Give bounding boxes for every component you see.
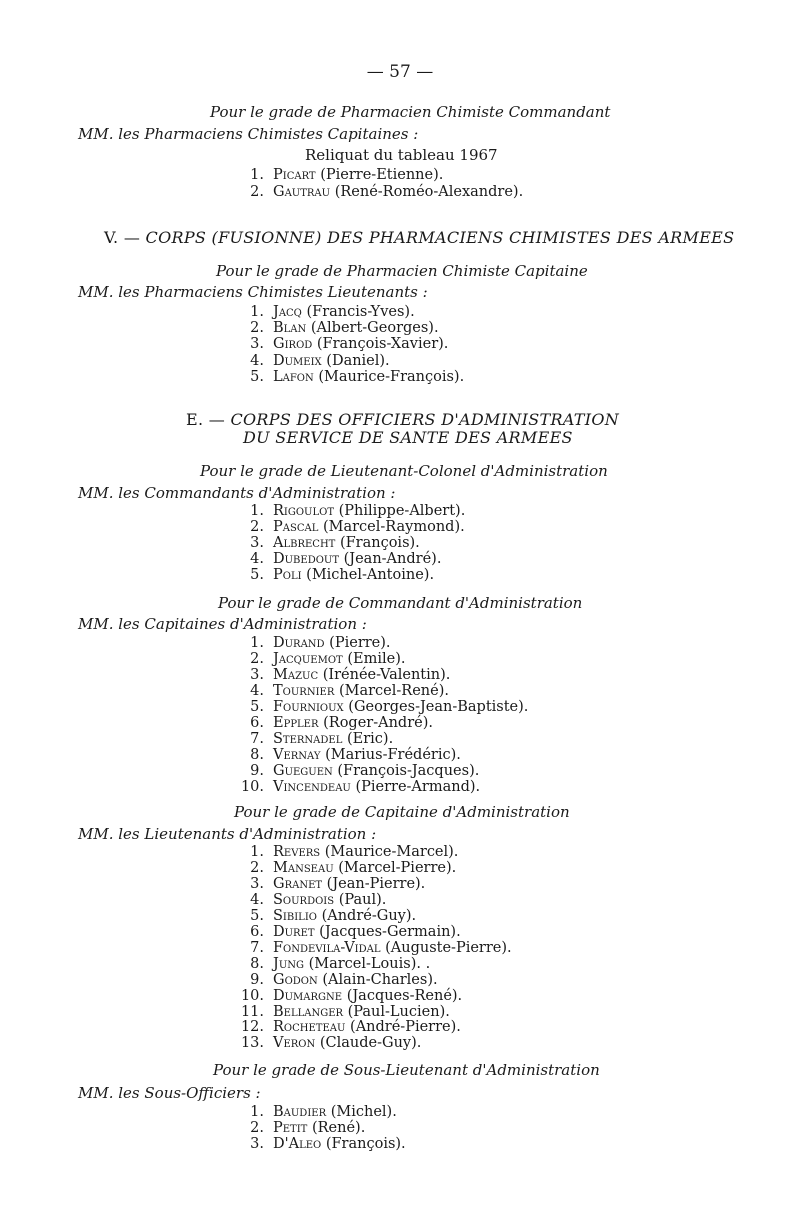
list-item (238, 876, 778, 892)
surname: Fondevila-Vidal (273, 939, 381, 956)
item-number: 4. (250, 682, 264, 699)
surname: Fournioux (273, 698, 344, 715)
item-name (273, 184, 523, 200)
given-names: (Marcel-René). (334, 682, 449, 699)
item-name (273, 1136, 406, 1152)
item-name (273, 304, 415, 320)
surname: Granet (273, 875, 323, 892)
list-item (238, 167, 778, 183)
item-number: 3. (250, 535, 264, 551)
list-item (238, 1035, 778, 1051)
item-number: 9. (250, 971, 264, 988)
given-names: (Philippe-Albert). (334, 503, 466, 519)
given-names: (Emile). (342, 650, 406, 667)
given-names: (François). (335, 535, 420, 551)
list-item (238, 519, 778, 535)
item-name (273, 635, 391, 651)
list-item (238, 635, 778, 651)
item-number: 8. (250, 955, 264, 972)
surname: Vincendeau (273, 778, 351, 795)
item-number: 12. (240, 1019, 264, 1036)
given-names: (Marius-Frédéric). (320, 746, 461, 763)
given-names: (Claude-Guy). (315, 1035, 422, 1052)
item-name (273, 551, 441, 567)
given-names: (Marcel-Raymond). (318, 519, 465, 535)
surname: Revers (273, 844, 321, 860)
given-names: (Jean-Pierre). (322, 875, 426, 892)
item-name (273, 892, 386, 908)
section-title-text: CORPS DES OFFICIERS D'ADMINISTRATION (230, 410, 620, 429)
list-item (238, 892, 778, 908)
item-name (273, 876, 425, 892)
list-item (238, 1004, 778, 1020)
item-name (273, 763, 479, 779)
item-name (273, 369, 464, 385)
section-title (186, 410, 619, 429)
item-name (273, 353, 390, 369)
item-number: 8. (250, 746, 264, 763)
given-names: (Maurice-Marcel). (320, 844, 459, 860)
given-names: (Daniel). (321, 352, 390, 369)
given-names: (François-Jacques). (332, 762, 480, 779)
surname: Blan (273, 320, 307, 337)
list-item (238, 715, 778, 731)
surname: Dumargne (273, 987, 343, 1004)
item-number: 4. (250, 352, 264, 369)
surname: Godon (273, 971, 318, 988)
item-name (273, 972, 438, 988)
list-item (238, 1120, 778, 1136)
item-number: 3. (250, 336, 264, 353)
given-names: (Maurice-François). (313, 368, 465, 385)
item-number: 6. (250, 923, 264, 940)
list-item (238, 683, 778, 699)
item-number: 2. (250, 519, 264, 535)
list-item (238, 1019, 778, 1035)
given-names: (André-Guy). (316, 907, 417, 924)
given-names: (André-Pierre). (345, 1019, 461, 1036)
surname: D'Aleo (273, 1136, 322, 1152)
item-number: 1. (250, 635, 264, 651)
item-number: 3. (250, 1136, 264, 1152)
mm-line: MM. les Pharmaciens Chimistes Lieutenants : (78, 283, 428, 301)
section-subtitle: DU SERVICE DE SANTE DES ARMEES (243, 428, 573, 447)
item-name (273, 1004, 450, 1020)
given-names: (Jean-André). (339, 551, 442, 567)
mm-line: MM. les Commandants d'Administration : (78, 484, 396, 502)
item-name (273, 683, 449, 699)
surname: Durand (273, 635, 325, 651)
item-name (273, 651, 405, 667)
surname: Sternadel (273, 730, 343, 747)
item-number: 2. (250, 183, 264, 200)
item-number: 3. (250, 666, 264, 683)
item-number: 5. (250, 567, 264, 583)
list-item (238, 908, 778, 924)
item-name (273, 731, 393, 747)
item-number: 1. (250, 167, 264, 183)
item-number: 2. (250, 859, 264, 876)
surname: Jacq (273, 304, 302, 320)
list-item (238, 924, 778, 940)
grade-heading: Pour le grade de Pharmacien Chimiste Capitaine (216, 262, 588, 280)
surname: Sibilio (273, 907, 317, 924)
surname: Dumeix (273, 352, 322, 369)
list-item (238, 320, 778, 336)
mm-line: MM. les Lieutenants d'Administration : (78, 825, 377, 843)
section-lead: E. — (186, 410, 226, 429)
grade-heading: Pour le grade de Capitaine d'Administration (234, 803, 570, 821)
grade-heading: Pour le grade de Lieutenant-Colonel d'Administration (200, 462, 608, 480)
page-number: — 57 — (366, 62, 434, 82)
item-number: 7. (250, 939, 264, 956)
given-names: (Jacques-René). (342, 987, 463, 1004)
list-item (238, 1136, 778, 1152)
grade-heading: Pour le grade de Pharmacien Chimiste Commandant (210, 103, 611, 121)
grade-heading: Pour le grade de Commandant d'Administration (218, 594, 583, 612)
list-item (238, 1104, 778, 1120)
given-names: (François). (321, 1136, 406, 1152)
item-name (273, 924, 461, 940)
item-number: 10. (240, 778, 264, 795)
list-item (238, 336, 778, 352)
list-item (238, 940, 778, 956)
list-item (238, 972, 778, 988)
surname: Mazuc (273, 666, 319, 683)
item-number: 4. (250, 551, 264, 567)
list-item (238, 988, 778, 1004)
item-number: 4. (250, 891, 264, 908)
given-names: (Irénée-Valentin). (318, 666, 451, 683)
mm-line: MM. les Capitaines d'Administration : (78, 615, 367, 633)
item-number: 5. (250, 698, 264, 715)
surname: Vernay (273, 746, 321, 763)
section-lead: V. — (104, 228, 141, 247)
section-title-text: CORPS (FUSIONNE) DES PHARMACIENS CHIMISTES DES ARMEES (145, 228, 735, 247)
item-name (273, 956, 430, 972)
mm-line: MM. les Sous-Officiers : (78, 1084, 261, 1102)
list-item (238, 535, 778, 551)
given-names: (Pierre-Etienne). (315, 167, 444, 183)
surname: Manseau (273, 859, 334, 876)
item-number: 1. (250, 304, 264, 320)
item-name (273, 747, 461, 763)
list-item (238, 353, 778, 369)
item-name (273, 988, 462, 1004)
item-name (273, 699, 528, 715)
list-item (238, 860, 778, 876)
item-name (273, 1035, 421, 1051)
item-name (273, 940, 512, 956)
surname: Gueguen (273, 762, 333, 779)
list-item (238, 304, 778, 320)
given-names: (Georges-Jean-Baptiste). (343, 698, 529, 715)
given-names: (François-Xavier). (312, 336, 449, 353)
surname: Duret (273, 923, 315, 940)
given-names: (Marcel-Pierre). (333, 859, 457, 876)
given-names: (Pierre). (324, 635, 391, 651)
item-number: 2. (250, 320, 264, 337)
item-name (273, 320, 439, 336)
surname: Dubedout (273, 551, 340, 567)
list-item (238, 747, 778, 763)
item-name (273, 715, 433, 731)
item-number: 1. (250, 844, 264, 860)
item-name (273, 844, 458, 860)
item-number: 1. (250, 503, 264, 519)
given-names: (Albert-Georges). (306, 320, 439, 337)
list-item (238, 567, 778, 583)
given-names: (Francis-Yves). (301, 304, 415, 320)
given-names: (Michel). (326, 1104, 397, 1120)
item-number: 3. (250, 875, 264, 892)
item-name (273, 1104, 397, 1120)
given-names: (Eric). (342, 730, 394, 747)
surname: Bellanger (273, 1003, 344, 1020)
surname: Pascal (273, 519, 319, 535)
item-number: 10. (240, 987, 264, 1004)
surname: Gautrau (273, 183, 331, 200)
item-number: 1. (250, 1104, 264, 1120)
mm-line: MM. les Pharmaciens Chimistes Capitaines : (78, 125, 419, 143)
item-number: 5. (250, 907, 264, 924)
item-name (273, 860, 456, 876)
item-name (273, 535, 420, 551)
given-names: (Michel-Antoine). (301, 567, 435, 583)
item-number: 2. (250, 1120, 264, 1136)
given-names: (Auguste-Pierre). (380, 939, 512, 956)
given-names: (Pierre-Armand). (350, 778, 481, 795)
item-number: 11. (240, 1003, 264, 1020)
given-names: (Jacques-Germain). (314, 923, 461, 940)
item-number: 7. (250, 730, 264, 747)
item-number: 13. (240, 1035, 264, 1052)
surname: Albrecht (273, 535, 336, 551)
item-name (273, 908, 416, 924)
item-name (273, 667, 450, 683)
list-item (238, 763, 778, 779)
item-number: 6. (250, 714, 264, 731)
note-text: Reliquat du tableau 1967 (305, 146, 498, 164)
surname: Poli (273, 567, 302, 583)
surname: Lafon (273, 368, 314, 385)
given-names: (Roger-André). (318, 714, 433, 731)
item-name (273, 567, 434, 583)
list-item (238, 779, 778, 795)
surname: Petit (273, 1120, 308, 1136)
surname: Eppler (273, 714, 319, 731)
item-name (273, 1120, 365, 1136)
given-names: (René). (307, 1120, 366, 1136)
list-item (238, 699, 778, 715)
surname: Sourdois (273, 891, 335, 908)
given-names: (Paul). (334, 891, 387, 908)
surname: Jacquemot (273, 650, 343, 667)
surname: Jung (273, 955, 304, 972)
surname: Tournier (273, 682, 335, 699)
given-names: (René-Roméo-Alexandre). (330, 183, 524, 200)
section-title (104, 228, 734, 247)
grade-heading: Pour le grade de Sous-Lieutenant d'Administration (213, 1061, 600, 1079)
item-name (273, 779, 480, 795)
list-item (238, 667, 778, 683)
item-name (273, 336, 448, 352)
list-item (238, 651, 778, 667)
given-names: (Paul-Lucien). (343, 1003, 450, 1020)
surname: Rigoulot (273, 503, 334, 519)
item-name (273, 519, 465, 535)
list-item (238, 956, 778, 972)
surname: Girod (273, 336, 313, 353)
surname: Picart (273, 167, 316, 183)
item-name (273, 1019, 461, 1035)
item-number: 2. (250, 650, 264, 667)
given-names: (Marcel-Louis). . (303, 955, 431, 972)
list-item (238, 184, 778, 200)
item-name (273, 167, 443, 183)
list-item (238, 731, 778, 747)
item-name (273, 503, 465, 519)
list-item (238, 551, 778, 567)
surname: Rocheteau (273, 1019, 346, 1036)
item-number: 9. (250, 762, 264, 779)
list-item (238, 503, 778, 519)
surname: Veron (273, 1035, 316, 1052)
given-names: (Alain-Charles). (317, 971, 438, 988)
list-item (238, 844, 778, 860)
surname: Baudier (273, 1104, 327, 1120)
list-item (238, 369, 778, 385)
item-number: 5. (250, 368, 264, 385)
